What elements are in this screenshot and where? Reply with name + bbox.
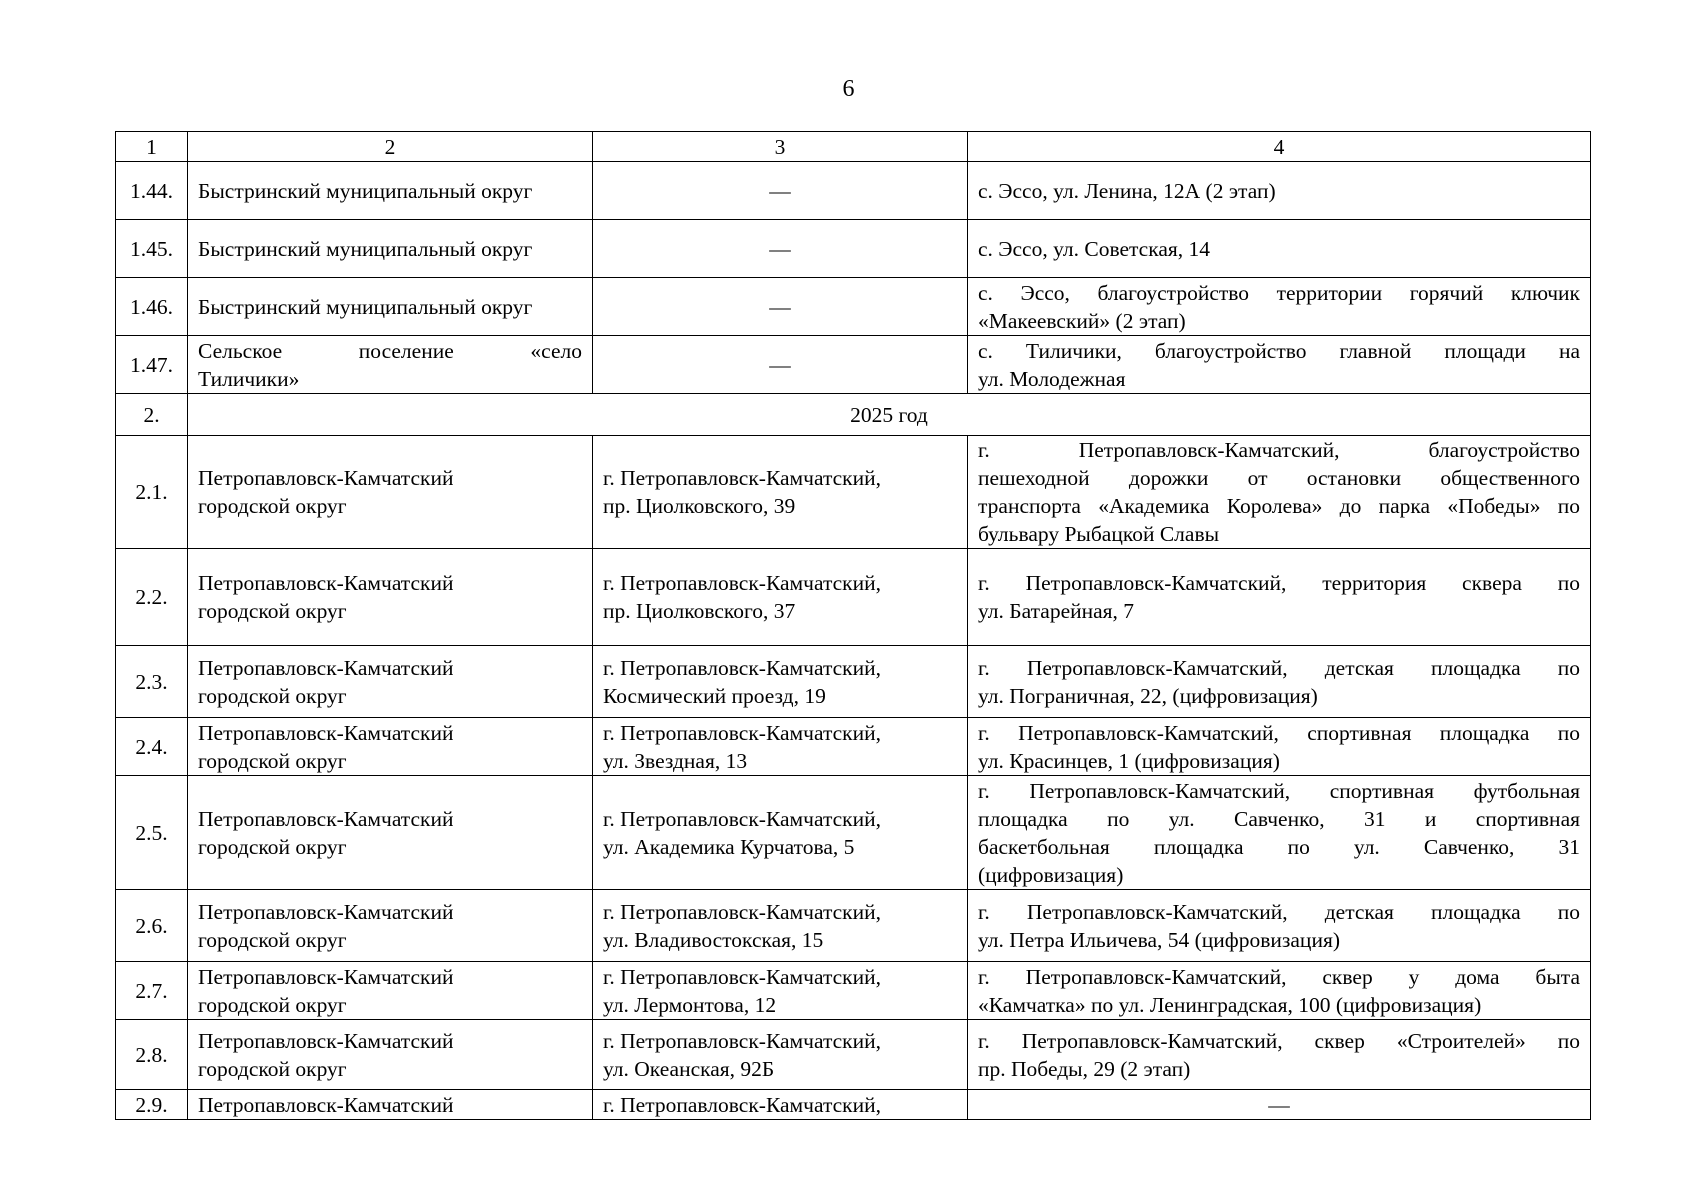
header-row xyxy=(116,132,1591,162)
cell-line: с. Эссо, ул. Ленина, 12А (2 этап) xyxy=(978,178,1276,203)
row-number: 1.45. xyxy=(116,220,188,278)
cell-line: ул. Пограничная, 22, (цифровизация) xyxy=(978,683,1318,708)
objects-table xyxy=(115,131,1591,1120)
cell-line: Петропавловск-Камчатский xyxy=(198,720,454,745)
address-cell xyxy=(593,1020,968,1090)
cell-line: городской округ xyxy=(198,834,347,859)
cell-line: г. Петропавловск-Камчатский, xyxy=(603,720,881,745)
table-row xyxy=(116,436,1591,549)
address-cell xyxy=(593,220,968,278)
table-row xyxy=(116,890,1591,962)
row-number: 1.47. xyxy=(116,336,188,394)
object-cell xyxy=(968,549,1591,646)
cell-line: г. Петропавловск-Камчатский, xyxy=(603,899,881,924)
row-number: 1.46. xyxy=(116,278,188,336)
municipality-cell xyxy=(188,962,593,1020)
object-cell xyxy=(968,336,1591,394)
municipality-cell xyxy=(188,1020,593,1090)
dash-mark: — xyxy=(1268,1092,1290,1117)
municipality-cell xyxy=(188,776,593,890)
cell-line: г. Петропавловск-Камчатский, детская площадка по xyxy=(978,899,1580,924)
table-row xyxy=(116,776,1591,890)
table-row xyxy=(116,962,1591,1020)
municipality-cell xyxy=(188,220,593,278)
cell-line: с. Эссо, ул. Советская, 14 xyxy=(978,236,1211,261)
municipality-cell xyxy=(188,436,593,549)
dash-mark: — xyxy=(769,294,791,319)
cell-line: городской округ xyxy=(198,599,347,623)
cell-line: г. Петропавловск-Камчатский, xyxy=(603,1092,881,1117)
section-title: 2025 год xyxy=(188,394,1591,436)
cell-line: Быстринский муниципальный округ xyxy=(198,294,533,319)
cell-line: г. Петропавловск-Камчатский, xyxy=(603,466,881,490)
table-row xyxy=(116,549,1591,646)
table-row xyxy=(116,278,1591,336)
cell-line: бульвару Рыбацкой Славы xyxy=(978,522,1220,546)
page-number: 6 xyxy=(842,76,855,102)
address-cell xyxy=(593,962,968,1020)
cell-line: «Камчатка» по ул. Ленинградская, 100 (цифровизация) xyxy=(978,992,1482,1017)
cell-line: Петропавловск-Камчатский xyxy=(198,964,454,989)
cell-line: Петропавловск-Камчатский xyxy=(198,899,454,924)
cell-line: Петропавловск-Камчатский xyxy=(198,655,454,680)
cell-line: Тиличики» xyxy=(198,366,300,391)
table-row xyxy=(116,336,1591,394)
cell-line: городской округ xyxy=(198,927,347,952)
cell-line: городской округ xyxy=(198,748,347,773)
header-cell: 3 xyxy=(593,132,968,162)
cell-line: г. Петропавловск-Камчатский, сквер у дома быта xyxy=(978,964,1580,989)
municipality-cell xyxy=(188,718,593,776)
object-cell xyxy=(968,162,1591,220)
row-number: 2.9. xyxy=(116,1090,188,1120)
municipality-cell xyxy=(188,1090,593,1120)
row-number: 2.2. xyxy=(116,549,188,646)
table-row xyxy=(116,718,1591,776)
row-number: 1.44. xyxy=(116,162,188,220)
cell-line: г. Петропавловск-Камчатский, детская площадка по xyxy=(978,655,1580,680)
cell-line: пр. Циолковского, 37 xyxy=(603,599,796,623)
cell-line: г. Петропавловск-Камчатский, xyxy=(603,806,881,831)
address-cell xyxy=(593,890,968,962)
cell-line: Петропавловск-Камчатский xyxy=(198,806,454,831)
cell-line: ул. Батарейная, 7 xyxy=(978,599,1135,623)
row-number: 2.8. xyxy=(116,1020,188,1090)
object-cell xyxy=(968,1020,1591,1090)
table-row xyxy=(116,1020,1591,1090)
cell-line: городской округ xyxy=(198,1056,347,1081)
cell-line: городской округ xyxy=(198,683,347,708)
object-cell xyxy=(968,1090,1591,1120)
row-number: 2.6. xyxy=(116,890,188,962)
cell-line: ул. Владивостокская, 15 xyxy=(603,927,824,952)
cell-line: г. Петропавловск-Камчатский, территория сквера по xyxy=(978,571,1580,595)
municipality-cell xyxy=(188,890,593,962)
address-cell xyxy=(593,646,968,718)
address-cell xyxy=(593,278,968,336)
object-cell xyxy=(968,890,1591,962)
municipality-cell xyxy=(188,646,593,718)
header-cell: 4 xyxy=(968,132,1591,162)
cell-line: г. Петропавловск-Камчатский, xyxy=(603,571,881,595)
municipality-cell xyxy=(188,336,593,394)
object-cell xyxy=(968,278,1591,336)
table-row xyxy=(116,220,1591,278)
cell-line: Быстринский муниципальный округ xyxy=(198,236,533,261)
header-cell: 1 xyxy=(116,132,188,162)
table-row xyxy=(116,162,1591,220)
dash-mark: — xyxy=(769,178,791,203)
row-number: 2.3. xyxy=(116,646,188,718)
dash-mark: — xyxy=(769,352,791,377)
address-cell xyxy=(593,1090,968,1120)
cell-line: транспорта «Академика Королева» до парка «Победы» по xyxy=(978,494,1580,518)
cell-line: с. Тиличики, благоустройство главной площади на xyxy=(978,338,1580,363)
cell-line: ул. Академика Курчатова, 5 xyxy=(603,834,855,859)
cell-line: г. Петропавловск-Камчатский, xyxy=(603,964,881,989)
cell-line: ул. Лермонтова, 12 xyxy=(603,992,777,1017)
cell-line: Петропавловск-Камчатский xyxy=(198,1092,454,1117)
cell-line: г. Петропавловск-Камчатский, благоустройство xyxy=(978,438,1580,462)
cell-line: Петропавловск-Камчатский xyxy=(198,571,454,595)
address-cell xyxy=(593,776,968,890)
header-cell: 2 xyxy=(188,132,593,162)
cell-line: с. Эссо, благоустройство территории горячий ключик xyxy=(978,280,1580,305)
cell-line: ул. Молодежная xyxy=(978,366,1126,391)
cell-line: ул. Звездная, 13 xyxy=(603,748,748,773)
cell-line: «Макеевский» (2 этап) xyxy=(978,308,1186,333)
cell-line: г. Петропавловск-Камчатский, спортивная площадка по xyxy=(978,720,1580,745)
section-number: 2. xyxy=(116,394,188,436)
address-cell xyxy=(593,436,968,549)
cell-line: пр. Победы, 29 (2 этап) xyxy=(978,1056,1191,1081)
cell-line: г. Петропавловск-Камчатский, xyxy=(603,1028,881,1053)
row-number: 2.7. xyxy=(116,962,188,1020)
cell-line: (цифровизация) xyxy=(978,862,1124,887)
object-cell xyxy=(968,776,1591,890)
cell-line: ул. Петра Ильичева, 54 (цифровизация) xyxy=(978,927,1340,952)
cell-line: г. Петропавловск-Камчатский, xyxy=(603,655,881,680)
cell-line: Петропавловск-Камчатский xyxy=(198,1028,454,1053)
dash-mark: — xyxy=(769,236,791,261)
address-cell xyxy=(593,718,968,776)
cell-line: Быстринский муниципальный округ xyxy=(198,178,533,203)
table-row xyxy=(116,646,1591,718)
cell-line: Сельское поселение «село xyxy=(198,338,582,363)
municipality-cell xyxy=(188,278,593,336)
cell-line: баскетбольная площадка по ул. Савченко, 31 xyxy=(978,834,1580,859)
object-cell xyxy=(968,646,1591,718)
object-cell xyxy=(968,718,1591,776)
municipality-cell xyxy=(188,549,593,646)
cell-line: площадка по ул. Савченко, 31 и спортивная xyxy=(978,806,1580,831)
row-number: 2.5. xyxy=(116,776,188,890)
cell-line: ул. Океанская, 92Б xyxy=(603,1056,775,1081)
cell-line: ул. Красинцев, 1 (цифровизация) xyxy=(978,748,1280,773)
section-row xyxy=(116,394,1591,436)
cell-line: г. Петропавловск-Камчатский, спортивная футбольная xyxy=(978,778,1580,803)
row-number: 2.4. xyxy=(116,718,188,776)
object-cell xyxy=(968,436,1591,549)
object-cell xyxy=(968,220,1591,278)
cell-line: Петропавловск-Камчатский xyxy=(198,466,454,490)
cell-line: городской округ xyxy=(198,494,347,518)
cell-line: пр. Циолковского, 39 xyxy=(603,494,796,518)
address-cell xyxy=(593,549,968,646)
address-cell xyxy=(593,162,968,220)
cell-line: городской округ xyxy=(198,992,347,1017)
cell-line: пешеходной дорожки от остановки общественного xyxy=(978,466,1580,490)
object-cell xyxy=(968,962,1591,1020)
row-number: 2.1. xyxy=(116,436,188,549)
address-cell xyxy=(593,336,968,394)
municipality-cell xyxy=(188,162,593,220)
cell-line: Космический проезд, 19 xyxy=(603,683,826,708)
cell-line: г. Петропавловск-Камчатский, сквер «Строителей» по xyxy=(978,1028,1580,1053)
table-row xyxy=(116,1090,1591,1120)
